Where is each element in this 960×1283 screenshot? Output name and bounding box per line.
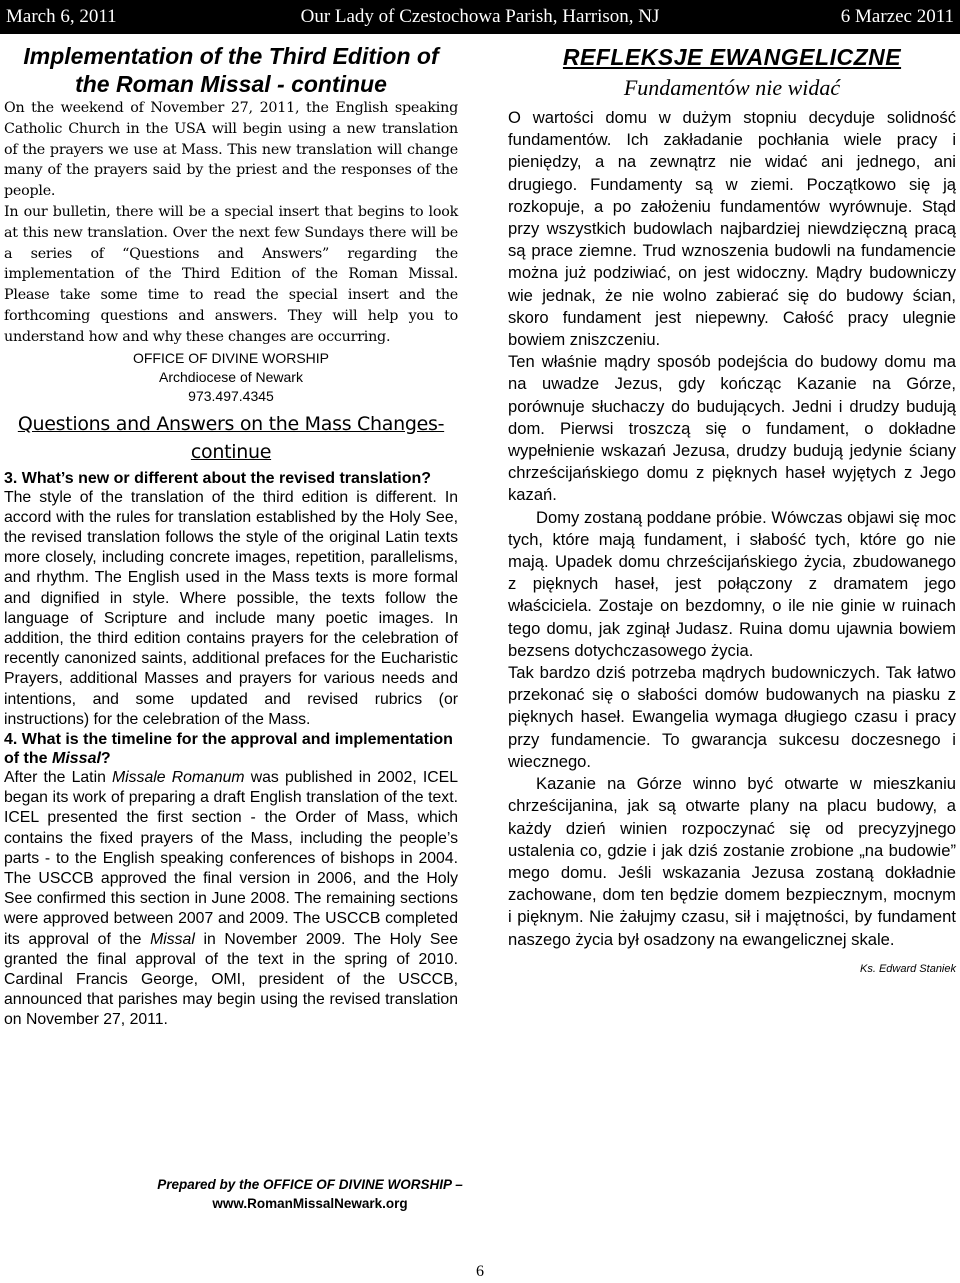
q4-answer-missal: Missal	[150, 930, 195, 948]
polish-section-title: REFLEKSJE EWANGELICZNE	[562, 44, 902, 70]
question-3-heading: 3. What’s new or different about the revised translation?	[4, 469, 432, 487]
intro-paragraph-2: In our bulletin, there will be a special insert that begins to look at this new translation. Over the next few Sundays there will be a series of “Questions and Answers” regarding the implementation of the Third Edition of the Roman Missal. Please take some time to read the special insert and the forthcoming questions and answers. They will help you to understand how and why these changes are occurring.	[4, 203, 458, 345]
credit-line: Prepared by the OFFICE OF DIVINE WORSHIP –	[157, 1177, 463, 1192]
office-diocese: Archdiocese of Newark	[159, 368, 303, 385]
q4-answer-part-2: was published in 2002, ICEL began its work of preparing a draft English translation of the text. ICEL presented the first section - the Order of Mass, which contains the fixed prayers of the Mass, including the people’s parts - to the English speaking conferences of bishops in 2004. The USCCB approved the final version in 2006, and the Holy See confirmed this section in June 2008. The remaining sections were approved between 2007 and 2009. The USCCB completed its approval of the	[4, 769, 458, 948]
polish-paragraph-4: Tak bardzo dziś potrzeba mądrych budowniczych. Tak łatwo przekonać się o słabości domów budowanych na piasku z pięknych haseł. Ewangelia wymaga długiego czasu i pracy przy fundamencie. To gwarancja sukcesu doczesnego i wiecznego.	[508, 663, 956, 771]
polish-paragraph-3: Domy zostaną poddane próbie. Wówczas objawi się moc tych, które mają fundament, i słabość tych, które go nie mają. Upadek domu chrześcijańskiego życia, zbudowanego z pięknych haseł, jest połączony z dramatem jego właściciela. Zostaje on bezdomny, o ile nie ginie w ruinach tego domu, jak zginął Judasz. Ruina domu ujawnia bowiem bezsens dotychczasowego życia.	[508, 507, 956, 660]
question-4-answer	[4, 768, 458, 1031]
title-line-1: Implementation of the Third Edition of	[23, 43, 439, 69]
office-name: OFFICE OF DIVINE WORSHIP	[132, 349, 329, 366]
qa-section-title	[4, 410, 458, 466]
website-link[interactable]: www.RomanMissalNewark.org	[212, 1196, 408, 1211]
polish-paragraph-2: Ten właśnie mądry sposób podejścia do budowy domu ma na uwadze Jezus, gdy kończąc Kazanie na Górze, porównuje słuchaczy do budujących. Jedni i drudzy budują dom. Pierwsi troszczą się o fundament, o dokładne wypełnienie wskazań Jezusa, drudzy budują jedynie ściany chrześcijańskiego domu z pięknych haseł wyjętych z Jego kazań.	[508, 352, 956, 505]
q4-heading-missal: Missal	[52, 750, 101, 767]
q4-heading-end: ?	[100, 750, 111, 767]
page-header	[0, 0, 960, 34]
question-3-answer: The style of the translation of the third edition is different. In accord with the rules for translation established by the Holy See, the revised translation follows the style of the original Latin texts more closely, including concrete images, repetition, parallelisms, and rhythm. The English used in the Mass texts is more formal and dignified in style. Where possible, the texts follow the language of Scripture and include many poetic images. In addition, the third edition contains prayers for the celebration of recently canonized saints, additional prefaces for the Eucharistic Prayers, additional Masses and prayers for various needs and intentions, and some updated and revised rubrics (or instructions) for the celebration of the Mass.	[4, 488, 458, 728]
qa-title-line-1: Questions and Answers on the Mass Changes-	[17, 412, 445, 435]
office-contact	[4, 349, 458, 406]
question-4-heading	[4, 730, 458, 768]
qa-title-line-2: continue	[190, 440, 272, 463]
polish-paragraph-5: Kazanie na Górze winno być otwarte w mieszkaniu chrześcijanina, jak są otwarte plany na placu budowy, a każdy dzień winien rozpoczynać się od precyzyjnego ustalenia co, gdzie i jak dziś zostanie zrobione „na budowie” mego domu. Jeśli wskazania Jezusa zostaną dokładnie zachowane, dom ten będzie domem bezpiecznym, mocnym i pięknym. Nie żałujmy czasu, sił i majętności, by fundament naszego życia był osadzony na ewangelicznej skale.	[508, 774, 956, 949]
polish-column	[508, 40, 956, 975]
page-number: 6	[476, 1263, 484, 1280]
english-article-title	[4, 42, 458, 98]
header-parish: Our Lady of Czestochowa Parish, Harrison, NJ	[300, 6, 660, 27]
footer-credit	[0, 1175, 620, 1213]
polish-article-subtitle: Fundamentów nie widać	[623, 75, 841, 100]
q4-heading-text: 4. What is the timeline for the approval and implementation of the	[4, 731, 453, 767]
q4-answer-part-1: After the Latin	[4, 769, 113, 786]
polish-paragraph-1: O wartości domu w dużym stopniu decyduje solidność fundamentów. Ich zakładanie pochłania wiele pracy i pieniędzy, a na zewnątrz nie widać ani jednego, ani drugiego. Fundamenty są w ziemi. Początkowo się ją rozkopuje, a po założeniu fundamentów wyrównuje. Stąd przy wszystkich budowlach najbardziej niewdzięczną pracą są prace ziemne. Trud wznoszenia budowli na fundamencie można już podziwiać, on jest widoczny. Mądry budowniczy wie jednak, że nie wolno zabierać się do budowy ścian, skoro fundament jest niepewny. Całość pracy ulegnie bowiem zniszczeniu.	[508, 108, 956, 350]
header-date-en: March 6, 2011	[6, 6, 117, 27]
q4-answer-part-3: in November 2009. The Holy See granted the final approval of the text in the spring of 2010. Cardinal Francis George, OMI, president of the USCCB, announced that parishes may begin using the revised translation on November 27, 2011.	[4, 930, 458, 1029]
author-signature: Ks. Edward Staniek	[860, 962, 956, 975]
intro-paragraph-1: On the weekend of November 27, 2011, the English speaking Catholic Church in the USA will begin using a new translation of the prayers we use at Mass. This new translation will change many of the prayers said by the priest and the responses of the people.	[4, 100, 458, 200]
english-column	[4, 40, 458, 1031]
q4-answer-missale-romanum: Missale Romanum	[112, 769, 245, 786]
title-line-2: the Roman Missal - continue	[75, 71, 387, 97]
header-date-pl: 6 Marzec 2011	[840, 6, 954, 27]
office-phone: 973.497.4345	[188, 387, 274, 404]
